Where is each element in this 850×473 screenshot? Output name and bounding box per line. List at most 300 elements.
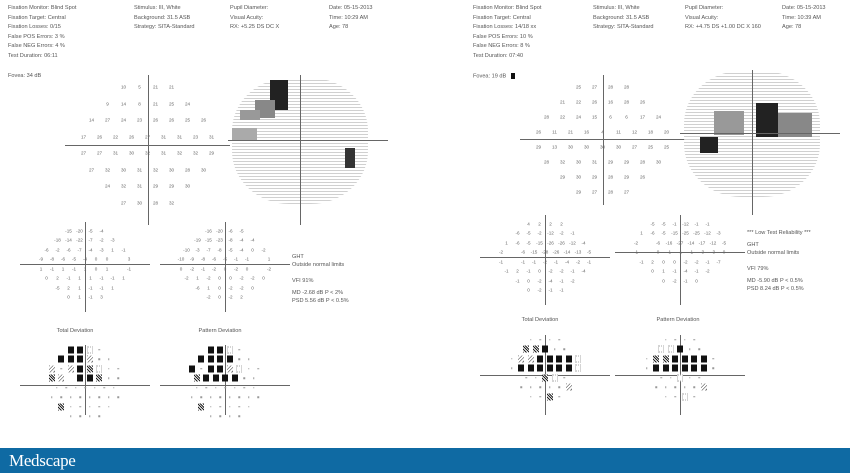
field-value: -4 [683,268,688,274]
field-value: 4 [527,221,530,227]
field-value: 27 [623,189,630,194]
probability-symbol [547,365,553,372]
probability-symbol [201,368,203,370]
field-value: -8 [217,247,222,253]
probability-symbol [248,397,250,399]
field-value: -5 [650,221,655,227]
field-value: 2 [516,268,519,274]
field-value: 21 [152,101,159,107]
probability-symbol [201,397,203,399]
probability-symbol [220,416,222,418]
grayscale-plot [228,75,388,225]
probability-symbol [58,356,64,363]
probability-symbol [87,365,93,372]
header-date-col [782,4,826,33]
field-value: -8 [200,256,206,262]
field-value: -1 [244,256,250,262]
field-value: -18 [54,237,61,243]
vertical-axis [300,75,301,225]
probability-symbol [113,387,115,389]
probability-symbol [540,396,542,398]
total-deviation-values [20,222,150,312]
field-value: 28 [607,84,614,89]
probability-symbol [99,416,101,418]
probability-symbol [103,387,105,389]
probability-symbol [675,396,677,398]
field-value: 0 [527,287,530,293]
field-value: -2 [233,266,239,272]
probability-symbol [691,355,697,362]
field-value: -14 [563,249,571,255]
field-value: 31 [591,159,598,164]
probability-symbol [75,387,77,389]
field-value: -26 [558,240,565,246]
field-value: 3 [100,294,103,300]
field-value: 2 [538,221,541,227]
pupil-diameter: Pupil Diameter: [685,5,724,11]
probability-symbol [222,375,228,382]
probability-symbol [658,346,664,353]
probability-symbol [68,346,74,353]
field-value: 24 [655,114,662,119]
field-value: 16 [607,99,614,104]
field-value: 0 [67,294,70,300]
defect-region [240,110,260,120]
field-value: 26 [639,174,646,179]
field-value: -1 [683,278,688,284]
field-value: -6 [650,230,655,236]
field-value: -2 [206,275,211,281]
defect-region [700,137,718,153]
field-value: 21 [559,99,566,104]
field-value: 24 [184,101,191,107]
pattern-deviation-values [160,222,290,312]
field-value: -4 [88,247,93,253]
field-value: 26 [535,129,542,134]
field-value: -1 [705,259,710,265]
probability-symbol [189,365,195,372]
field-value: -3 [710,249,716,255]
field-value: 23 [192,134,199,140]
field-value: -1 [586,259,592,265]
field-value: -1 [110,275,115,281]
field-value: 1 [196,275,199,281]
probability-symbol [511,368,513,370]
field-value: 26 [168,117,175,123]
field-value: -8 [228,237,233,243]
field-value: -2 [705,268,710,274]
probability-symbol [210,397,212,399]
field-value: -12 [704,230,711,236]
field-value: 29 [607,159,614,164]
field-value: 15 [591,114,598,119]
field-value: -1 [570,268,575,274]
probability-symbol [77,356,83,363]
field-value: -4 [239,247,244,253]
field-value: -12 [569,240,576,246]
probability-symbol [213,375,219,382]
field-value: 30 [599,144,606,149]
probability-symbol [94,387,96,389]
probability-symbol [198,356,204,363]
probability-symbol [217,346,223,353]
pattern-deviation-caption: Pattern Deviation [198,328,242,334]
probability-symbol [518,365,524,372]
probability-symbol [653,355,659,362]
field-value: 0 [218,275,221,281]
vertical-axis [752,70,753,215]
probability-symbol [108,359,110,361]
field-value: -6 [60,256,66,262]
field-value: -10 [177,256,185,262]
probability-symbol [227,346,233,353]
field-value: -1 [672,221,677,227]
probability-symbol [675,339,677,341]
field-value: 0 [722,249,726,255]
probability-symbol [663,365,669,372]
probability-symbol [542,346,548,353]
probability-symbol [198,403,204,410]
field-value: 28 [639,159,646,164]
probability-symbol [239,416,241,418]
field-value: 26 [200,117,207,123]
field-value: 30 [655,159,662,164]
field-value: 1 [111,285,114,291]
probability-symbol [554,349,556,351]
field-value: 30 [615,144,622,149]
field-value: -15 [671,230,678,236]
field-value: 1 [39,266,43,272]
field-value: -26 [552,249,560,255]
probability-symbol [713,368,715,370]
field-value: 1 [207,285,210,291]
field-value: 28 [543,114,550,119]
field-value: 29 [623,159,630,164]
field-value: 21 [152,84,159,90]
field-value: 30 [583,144,590,149]
probability-symbol [684,387,686,389]
probability-symbol [58,403,64,410]
probability-symbol [217,365,223,372]
probability-symbol [682,393,688,400]
ght-value: Outside normal limits [292,262,345,268]
fixation-target: Fixation Target: Central [473,14,531,21]
probability-symbol [672,355,678,362]
probability-symbol [677,374,683,381]
field-value: 26 [96,134,103,140]
field-value: 0 [105,256,109,262]
field-value: 31 [136,183,143,189]
probability-symbol [698,377,700,379]
medscape-logo: Medscape [9,451,76,470]
probability-symbol [566,355,572,362]
field-value: -1 [520,259,526,265]
probability-symbol [118,397,120,399]
age: Age: 78 [329,24,349,31]
field-value: -2 [211,266,217,272]
field-value: 1 [662,268,665,274]
field-value: -5 [88,228,93,234]
field-value: -4 [250,237,255,243]
field-value: 0 [673,259,676,265]
rx: RX: +5.25 DS DC X [230,24,280,31]
probability-symbol [646,358,648,360]
field-value: 0 [656,249,660,255]
probability-symbol [234,387,236,389]
field-value: -1 [504,268,509,274]
field-value: -2 [672,278,677,284]
field-value: 27 [120,200,127,206]
probability-symbol [684,339,686,341]
field-value: 2 [56,275,59,281]
field-value: 1 [111,247,114,253]
probability-symbol [665,387,667,389]
field-value: -3 [110,237,115,243]
field-value: 29 [591,174,598,179]
probability-symbol [552,374,558,381]
field-value: -7 [716,259,721,265]
field-value: -2 [542,259,548,265]
field-value: 27 [631,144,638,149]
probability-symbol [682,365,688,372]
field-value: 28 [152,200,159,206]
pattern-std-deviation: PSD 5.56 dB P < 0.5% [292,298,349,304]
field-value: -1 [677,249,683,255]
probability-symbol [239,406,241,408]
false-pos: False POS Errors: 10 % [473,33,533,40]
probability-symbol [689,349,691,351]
field-value: 22 [112,134,119,140]
probability-symbol [239,359,241,361]
probability-symbol [224,387,226,389]
stimulus: Stimulus: III, White [593,5,640,11]
field-value: 32 [120,183,127,189]
total-deviation-probability [20,345,150,415]
field-value: -15 [536,240,543,246]
field-value: -5 [586,249,592,255]
field-value: -1 [553,259,559,265]
field-value: 28 [623,99,630,104]
field-value: -1 [559,287,564,293]
probability-symbol [229,397,231,399]
field-value: -25 [693,230,700,236]
probability-symbol [528,365,534,372]
defect-region [232,128,257,140]
probability-symbol [236,365,242,372]
probability-symbol [118,378,120,380]
probability-symbol [575,355,581,362]
field-value: -2 [537,278,542,284]
field-value: 30 [120,167,127,173]
field-value: 0 [218,285,221,291]
field-value: -2 [266,266,272,272]
field-value: -1 [694,221,699,227]
field-value: -1 [88,294,93,300]
field-value: 20 [663,129,670,134]
ght-value: Outside normal limits [747,250,800,256]
field-value: 0 [94,256,98,262]
field-value: 32 [168,200,175,206]
field-value: -2 [189,266,195,272]
probability-symbol [248,406,250,408]
probability-symbol [243,387,245,389]
field-value: 24 [120,117,127,123]
probability-symbol [691,365,697,372]
field-value: 31 [208,134,215,140]
probability-symbol [556,365,562,372]
probability-symbol [653,365,659,372]
field-value: 0 [229,275,232,281]
fixation-losses: Fixation Losses: 14/18 xx [473,24,537,31]
field-value: -2 [559,268,564,274]
field-value: -1 [639,259,644,265]
ght-label: GHT [292,254,304,260]
field-value: -12 [709,240,717,246]
strategy: Strategy: SITA-Standard [134,24,195,31]
probability-symbol [232,375,238,382]
field-value: -13 [574,249,582,255]
probability-symbol [670,377,672,379]
defect-region [345,148,355,168]
probability-symbol [665,339,667,341]
field-value: 1 [640,230,643,236]
probability-symbol [227,365,233,372]
field-value: 27 [88,167,95,173]
global-indices [292,253,349,305]
field-value: 17 [639,114,646,119]
date: Date: 05-15-2013 [782,5,826,11]
field-value: -26 [547,240,554,246]
probability-symbol [80,406,82,408]
probability-symbol [239,397,241,399]
probability-symbol [65,387,67,389]
field-value: -2 [683,259,688,265]
field-value: 0 [218,294,221,300]
field-value: -2 [548,268,553,274]
probability-symbol [99,406,101,408]
probability-symbol [563,377,565,379]
probability-symbol [559,339,561,341]
total-deviation-probability [480,335,610,415]
probability-symbol [49,375,55,382]
date: Date: 05-15-2013 [329,5,373,11]
field-value: 1 [61,266,65,272]
field-value: 0 [251,247,254,253]
field-value: -2 [250,275,255,281]
probability-symbol [566,365,572,372]
field-value: -22 [76,237,83,243]
field-value: -6 [44,247,49,253]
field-value: 31 [160,150,167,156]
field-value: -2 [261,247,266,253]
probability-symbol [68,365,74,372]
probability-symbol [243,378,245,380]
field-value: 3 [127,256,131,262]
field-value: 31 [160,134,167,140]
field-value: -2 [206,294,211,300]
fovea-value [473,73,515,79]
probability-symbol [521,387,523,389]
probability-symbol [70,397,72,399]
test-duration: Test Duration: 07:40 [473,52,524,59]
field-value: -2 [570,278,575,284]
field-value: -20 [216,228,223,234]
pupil-diameter: Pupil Diameter: [230,5,269,11]
field-value: -7 [88,237,93,243]
field-value: 32 [152,167,159,173]
field-value: 9 [106,101,109,107]
field-value: -1 [531,259,537,265]
header-stimulus-col [134,4,195,33]
probability-symbol [51,397,53,399]
field-value: 28 [607,174,614,179]
field-value: 30 [575,159,582,164]
field-value: 26 [639,99,646,104]
probability-symbol [89,397,91,399]
fovea-text: Fovea: 19 dB [473,73,507,80]
field-value: -12 [547,230,554,236]
defect-region [714,111,744,135]
probability-symbol [229,406,231,408]
pattern-deviation-caption: Pattern Deviation [656,317,700,323]
probability-symbol [559,396,561,398]
field-value: -14 [65,237,72,243]
field-value: 13 [551,144,558,149]
probability-symbol [535,377,537,379]
field-value: 0 [179,266,183,272]
probability-symbol [77,346,83,353]
field-value: -1 [672,268,677,274]
field-value: -1 [705,221,710,227]
field-value: -2 [228,285,233,291]
probability-symbol [194,375,200,382]
field-value: -9 [38,256,44,262]
field-value: 1 [267,256,271,262]
field-value: -6 [515,240,520,246]
probability-symbol [229,416,231,418]
probability-symbol [698,349,700,351]
field-value: 1 [105,266,109,272]
header-pupil-col [230,4,279,33]
probability-symbol [203,375,209,382]
field-value: 1 [122,275,125,281]
probability-symbol [96,365,102,372]
total-deviation-caption: Total Deviation [521,317,559,323]
probability-symbol [549,387,551,389]
probability-symbol [108,368,110,370]
probability-symbol [646,368,648,370]
field-value: -27 [676,240,684,246]
field-value: -5 [721,240,727,246]
field-value: 30 [575,174,582,179]
header-fixation-col [473,4,541,62]
field-value: 25 [575,84,582,89]
probability-symbol [108,406,110,408]
field-value: 27 [591,189,598,194]
probability-symbol [547,393,553,400]
field-value: -4 [581,240,586,246]
probability-symbol [701,365,707,372]
field-value: -1 [688,249,694,255]
threshold-grid [65,75,230,225]
pattern-deviation-probability [160,345,290,415]
probability-symbol [96,375,102,382]
probability-symbol [258,368,260,370]
field-value: 0 [662,278,665,284]
probability-symbol [530,387,532,389]
field-value: -2 [575,259,581,265]
field-value: -3 [716,230,721,236]
